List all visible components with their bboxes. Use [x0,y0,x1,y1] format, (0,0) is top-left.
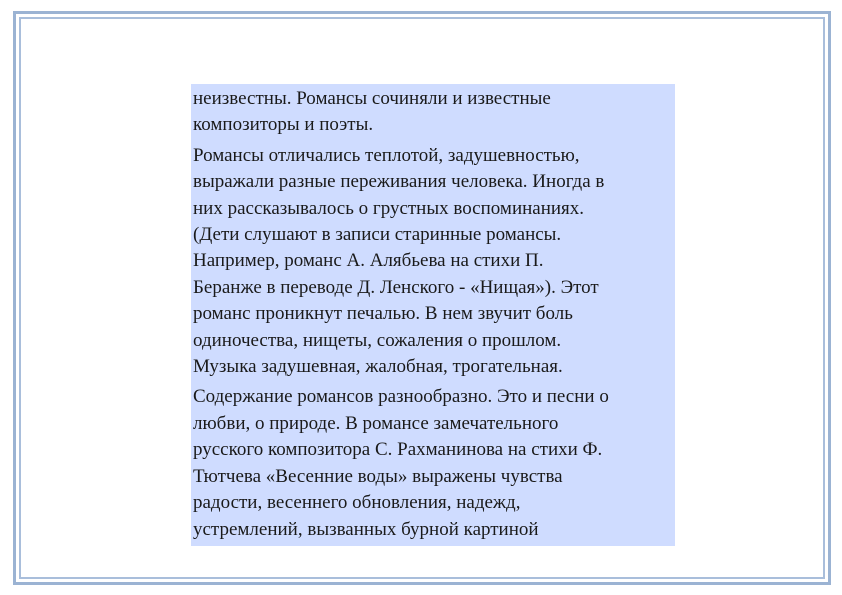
paragraph-1: неизвестны. Романсы сочиняли и известные композиторы и поэты. [193,88,551,136]
paragraph-2: Романсы отличались теплотой, задушевностью, выражали разные переживания человека. Иногда в них рассказывалось о грустных воспоминаниях. (Дети слушают в записи старинные романсы. Например, романс А. Алябьева на стихи П. Беранже в переводе Д. Ленского - «Нищая»). Этот романс проникнут печалью. В нем звучит боль одиночества, нищеты, сожаления о прошлом. Музыка задушевная, жалобная, трогательная. [193,144,605,378]
text-box [191,84,675,546]
paragraph-3: Содержание романсов разнообразно. Это и песни о любви, о природе. В романсе замечательного русского композитора С. Рахманинова на стихи Ф. Тютчева «Весенние воды» выражены чувства радости, весеннего обновления, надежд, устремлений, вызванных бурной картиной [193,386,609,540]
